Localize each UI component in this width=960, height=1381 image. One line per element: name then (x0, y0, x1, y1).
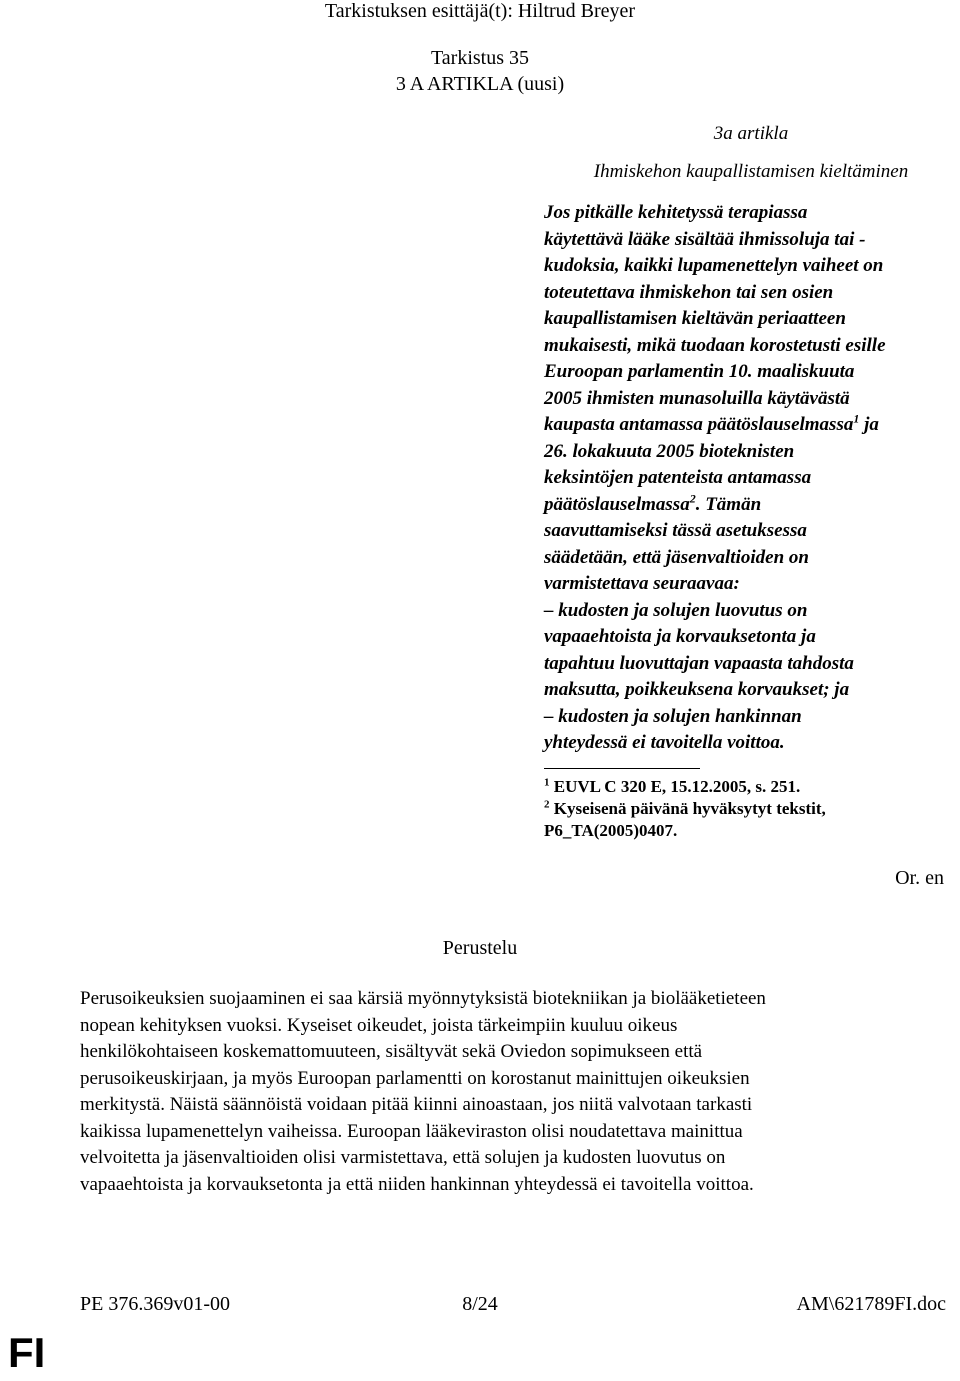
amendment-number: Tarkistus 35 (430, 47, 530, 69)
article-line: yhteydessä ei tavoitella voittoa. (544, 732, 785, 753)
article-line: 26. lokakuuta 2005 bioteknisten (544, 440, 795, 462)
footnote-mark: 2 (544, 798, 550, 811)
footnote-divider (544, 768, 700, 769)
article-line: vapaaehtoista ja korvauksetonta ja (544, 626, 816, 647)
justification-text (80, 986, 950, 1198)
article-line: – kudosten ja solujen hankinnan (544, 705, 802, 727)
article-reference: 3 A ARTIKLA (uusi) (395, 73, 565, 95)
author-line: Tarkistuksen esittäjä(t): Hiltrud Breyer (324, 0, 636, 22)
article-line: tapahtuu luovuttajan vapaasta tahdosta (544, 652, 854, 674)
article-line: 2005 ihmisten munasoluilla käytävästä (544, 387, 850, 409)
line-text: . Tämän (695, 493, 762, 515)
footnote-ref-1: 1 (853, 411, 860, 426)
footnote-1 (544, 776, 958, 798)
justification-heading: Perustelu (442, 937, 518, 959)
article-line: Euroopan parlamentin 10. maaliskuuta (544, 361, 855, 382)
article-line: saavuttamiseksi tässä asetuksessa (544, 520, 807, 541)
footnote-text: Kyseisenä päivänä hyväksytyt tekstit, (549, 799, 826, 818)
article-line-fn2 (544, 492, 958, 519)
article-line: säädetään, että jäsenvaltioiden on (544, 546, 809, 568)
article-line: toteutettava ihmiskehon tai sen osien (544, 281, 834, 303)
justification-line: henkilökohtaiseen koskemattomuuteen, sisältyvät sekä Oviedon sopimukseen että (80, 1041, 703, 1062)
article-body (544, 200, 958, 757)
original-language: Or. en (895, 867, 944, 889)
article-line: maksutta, poikkeuksena korvaukset; ja (544, 679, 850, 700)
article-line: mukaisesti, mikä tuodaan korostetusti esille (544, 334, 886, 356)
justification-line: velvoitetta ja jäsenvaltioiden olisi varmistettava, että solujen ja kudosten luovutus on (80, 1147, 726, 1168)
justification-line: Perusoikeuksien suojaaminen ei saa kärsiä myönnytyksistä biotekniikan ja biolääketieteen (80, 988, 766, 1009)
footnote-text: EUVL C 320 E, 15.12.2005, s. 251. (549, 777, 801, 796)
footer-file-name: AM\621789FI.doc (796, 1293, 946, 1315)
footnote-2 (544, 798, 958, 820)
justification-line: perusoikeuskirjaan, ja myös Euroopan parlamentti on korostanut mainittujen oikeuksien (80, 1067, 750, 1089)
article-line: kudoksia, kaikki lupamenettelyn vaiheet on (544, 255, 884, 276)
justification-line: merkitystä. Näistä säännöistä voidaan pitää kiinni ainoastaan, jos niitä valvotaan tarkasti (80, 1094, 753, 1115)
article-heading: 3a artikla (713, 123, 789, 144)
justification-line: nopean kehityksen vuoksi. Kyseiset oikeudet, joista tärkeimpiin kuuluu oikeus (80, 1014, 678, 1036)
footnote-mark: 1 (544, 776, 550, 789)
footer-doc-ref: PE 376.369v01-00 (80, 1293, 230, 1315)
article-line: käytettävä lääke sisältää ihmissoluja tai - (544, 228, 866, 250)
footer-page-number: 8/24 (462, 1293, 498, 1315)
language-code: FI (8, 1329, 46, 1376)
article-line: Jos pitkälle kehitetyssä terapiassa (544, 202, 808, 223)
footnote-2-cont: P6_TA(2005)0407. (544, 821, 678, 840)
justification-line: kaikissa lupamenettelyn vaiheissa. Euroopan lääkeviraston olisi noudatettava mainittua (80, 1120, 743, 1142)
article-line: – kudosten ja solujen luovutus on (544, 599, 808, 621)
article-line-fn1 (544, 412, 958, 439)
justification-line: vapaaehtoista ja korvauksetonta ja että niiden hankinnan yhteydessä ei tavoitella voittoa. (80, 1173, 754, 1195)
article-line: varmistettava seuraavaa: (544, 573, 740, 594)
line-text: kaupasta antamassa päätöslauselmassa (544, 414, 854, 435)
footnote-ref-2: 2 (689, 491, 696, 506)
article-title: Ihmiskehon kaupallistamisen kieltäminen (593, 161, 909, 182)
footnotes (544, 776, 958, 842)
article-line: keksintöjen patenteista antamassa (544, 467, 812, 488)
line-text: ja (859, 414, 879, 435)
line-text: päätöslauselmassa (544, 493, 690, 515)
article-line: kaupallistamisen kieltävän periaatteen (544, 308, 846, 329)
